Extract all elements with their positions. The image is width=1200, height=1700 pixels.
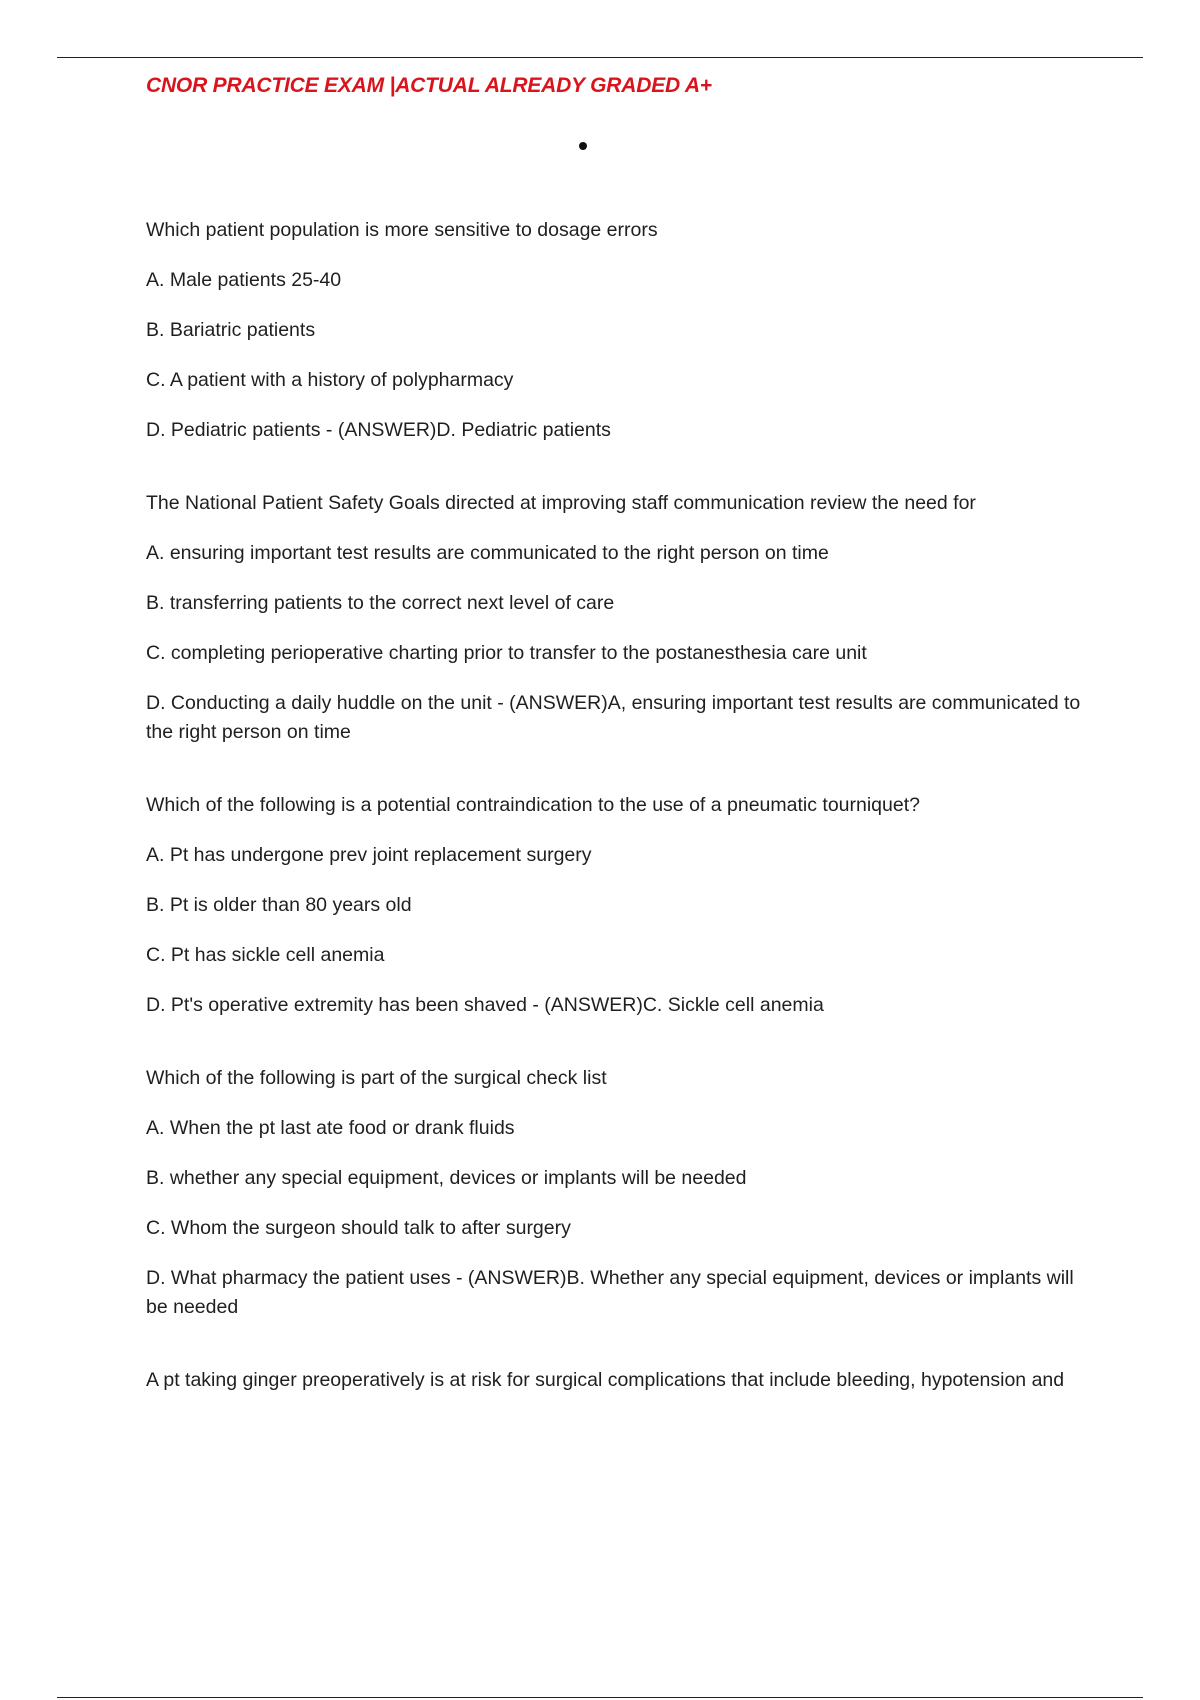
answer-option-c: C. A patient with a history of polypharmacy bbox=[146, 369, 514, 391]
answer-option-b: B. whether any special equipment, devices or implants will be needed bbox=[146, 1167, 747, 1189]
question-stem: Which of the following is a potential contraindication to the use of a pneumatic tourniquet? bbox=[146, 794, 920, 816]
question-list bbox=[146, 216, 1086, 1439]
question-block-1 bbox=[146, 216, 1086, 445]
answer-option-b: B. Bariatric patients bbox=[146, 319, 316, 341]
question-block-5 bbox=[146, 1366, 1086, 1395]
bullet-dot-icon bbox=[579, 142, 587, 150]
answer-option-a: A. ensuring important test results are communicated to the right person on time bbox=[146, 542, 829, 564]
page-title: CNOR PRACTICE EXAM |ACTUAL ALREADY GRADED A+ bbox=[146, 74, 712, 97]
bottom-divider bbox=[57, 1697, 1143, 1698]
question-stem: The National Patient Safety Goals directed at improving staff communication review the need for bbox=[146, 492, 976, 514]
answer-option-b: B. transferring patients to the correct next level of care bbox=[146, 592, 615, 614]
answer-option-c: C. Pt has sickle cell anemia bbox=[146, 944, 385, 966]
answer-option-a: A. When the pt last ate food or drank fluids bbox=[146, 1117, 515, 1139]
answer-option-c: C. completing perioperative charting prior to transfer to the postanesthesia care unit bbox=[146, 642, 867, 664]
answer-option-d: D. Pediatric patients - (ANSWER)D. Pediatric patients bbox=[146, 419, 611, 441]
answer-option-d: D. Pt's operative extremity has been shaved - (ANSWER)C. Sickle cell anemia bbox=[146, 994, 824, 1016]
question-stem: Which patient population is more sensitive to dosage errors bbox=[146, 219, 658, 241]
answer-option-c: C. Whom the surgeon should talk to after surgery bbox=[146, 1217, 571, 1239]
question-stem: Which of the following is part of the surgical check list bbox=[146, 1067, 607, 1089]
question-stem: A pt taking ginger preoperatively is at risk for surgical complications that include bleeding, hypotension and bbox=[146, 1369, 1065, 1391]
question-block-4 bbox=[146, 1064, 1086, 1322]
answer-option-d: D. What pharmacy the patient uses - (ANSWER)B. Whether any special equipment, devices or implants will be needed bbox=[146, 1267, 1074, 1318]
question-block-3 bbox=[146, 791, 1086, 1020]
question-block-2 bbox=[146, 489, 1086, 747]
answer-option-a: A. Pt has undergone prev joint replacement surgery bbox=[146, 844, 592, 866]
answer-option-a: A. Male patients 25-40 bbox=[146, 269, 342, 291]
answer-option-d: D. Conducting a daily huddle on the unit - (ANSWER)A, ensuring important test results are communicated to the right person on time bbox=[146, 692, 1081, 743]
top-divider bbox=[57, 57, 1143, 58]
answer-option-b: B. Pt is older than 80 years old bbox=[146, 894, 412, 916]
